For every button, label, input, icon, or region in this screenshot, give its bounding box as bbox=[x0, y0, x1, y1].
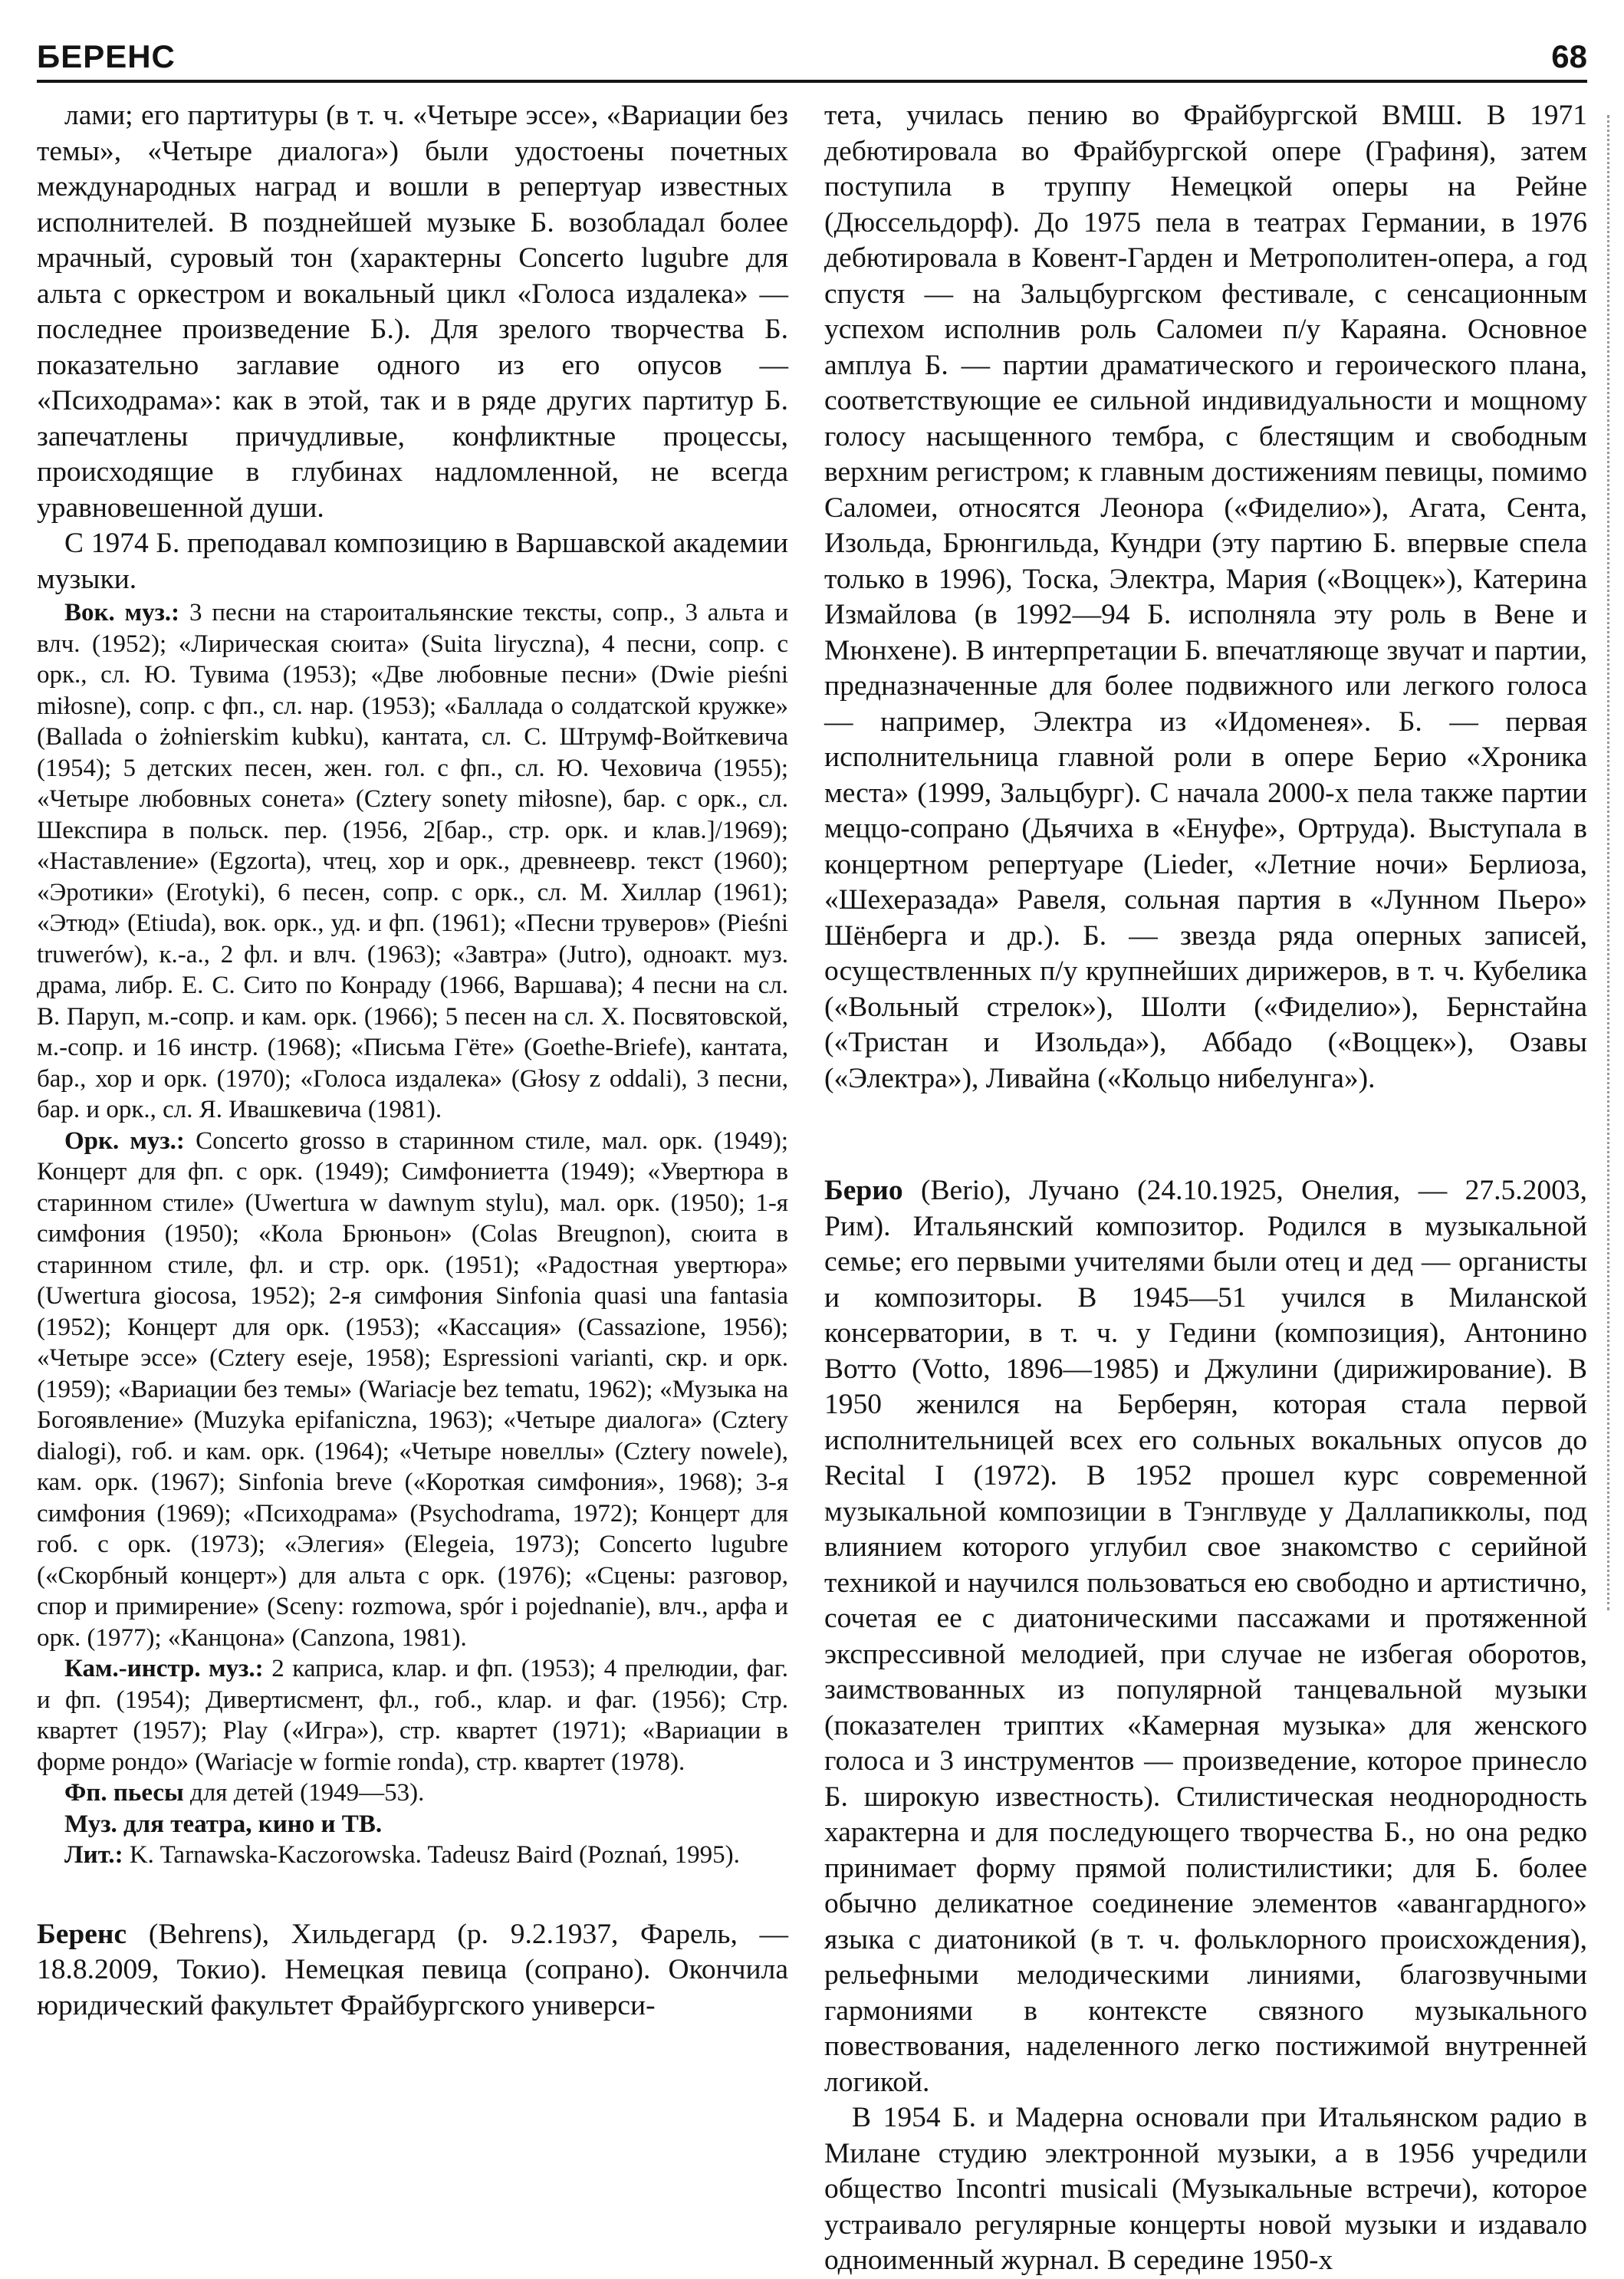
works-piano-label: Фп. пьесы bbox=[64, 1779, 184, 1807]
page-number: 68 bbox=[1551, 38, 1587, 74]
entry-behrens-text: (Behrens), Хильдегард (р. 9.2.1937, Фарель, — 18.8.2009, Токио). Немецкая певица (сопрано). Окончила юридический факультет Фрайбургского универси- bbox=[37, 1918, 788, 2021]
works-theatre bbox=[37, 1809, 788, 1840]
headword-behrens: Беренс bbox=[37, 1918, 127, 1950]
entry-behrens-continued: тета, училась пению во Фрайбургской ВМШ. В 1971 дебютировала во Фрайбургской опере (Графиня), затем поступила в труппу Немецкой оперы на Рейне (Дюссельдорф). До 1975 пела в театрах Германии, в 1976 дебютировала в Ковент-Гарден и Метрополитен-опера, а год спустя — на Зальцбургском фестивале, с сенсационным успехом исполнив роль Саломеи п/у Караяна. Основное амплуа Б. — партии драматического и героического плана, соответствующие ее сильной индивидуальности и мощному голосу насыщенного тембра, с блестящим и свободным верхним регистром; к главным достижениям певицы, помимо Саломеи, относятся Леонора («Фиделио»), Агата, Сента, Изольда, Брюнгильда, Кундри (эту партию Б. впервые спела только в 1996), Тоска, Электра, Мария («Воццек»), Катерина Измайлова (в 1992—94 Б. исполняла эту роль в Вене и Мюнхене). В интерпретации Б. впечатляюще звучат и партии, предназначенные для более подвижного или легкого голоса — например, Электра из «Идоменея». Б. — первая исполнительница главной роли в опере Берио «Хроника места» (1999, Зальцбург). С начала 2000-х пела также партии меццо-сопрано (Дьячиха в «Енуфе», Ортруда). Выступала в концертном репертуаре (Lieder, «Летние ночи» Берлиоза, «Шехеразада» Равеля, сольная партия в «Лунном Пьеро» Шёнберга и др.). Б. — звезда ряда оперных записей, осуществленных п/у крупнейших дирижеров, в т. ч. Кубелика («Вольный стрелок»), Шолти («Фиделио»), Бернстайна («Тристан и Изольда»), Аббадо («Воццек»), Озавы («Электра»), Ливайна («Кольцо нибелунга»). bbox=[824, 100, 1587, 1094]
baird-paragraph-continued: лами; его партитуры (в т. ч. «Четыре эссе», «Вариации без темы», «Четыре диалога») были удостоены почетных международных наград и вошли в репертуар известных исполнителей. В позднейшей музыке Б. возобладал более мрачный, суровый тон (характерны Concerto lugubre для альта с оркестром и вокальный цикл «Голоса издалека» — последнее произведение Б.). Для зрелого творчества Б. показательно заглавие одного из его опусов — «Психодрама»: как в этой, так и в ряде других партитур Б. запечатлены причудливые, конфликтные процессы, происходящие в глубинах надломленной, не всегда уравновешенной души. bbox=[37, 100, 788, 524]
works-chamber-text: 2 каприса, клар. и фп. (1953); 4 прелюдии, фаг. и фп. (1954); Дивертисмент, фл., гоб., клар. и фаг. (1956); Стр. квартет (1957); Play («Игра»), стр. квартет (1971); «Вариации в форме рондо» (Wariacje w formie ronda), стр. квартет (1978). bbox=[37, 1655, 788, 1776]
scan-edge-artifact bbox=[1607, 115, 1617, 1610]
works-chamber-label: Кам.-инстр. муз.: bbox=[64, 1655, 264, 1682]
literature-text: K. Tarnawska-Kaczorowska. Tadeusz Baird (Poznań, 1995). bbox=[123, 1841, 740, 1869]
literature-label: Лит.: bbox=[64, 1841, 123, 1869]
works-piano bbox=[37, 1777, 788, 1809]
entry-berio-text: (Berio), Лучано (24.10.1925, Онелия, — 27.5.2003, Рим). Итальянский композитор. Родился в музыкальной семье; его первыми учителями были отец и дед — органисты и композиторы. В 1945—51 учился в Миланской консерватории, в т. ч. у Гедини (композиция), Антонино Вотто (Votto, 1896—1985) и Джулини (дирижирование). В 1950 женился на Берберян, которая стала первой исполнительницей всех его сольных вокальных опусов до Recital I (1972). В 1952 прошел курс современной музыкальной композиции в Тэнглвуде у Даллапикколы, под влиянием которого углубил свое знакомство с серийной техникой и научился пользоваться ею свободно и артистично, сочетая ее с диатоническими пассажами и протяженной экспрессивной мелодией, при случае не избегая оборотов, заимствованных из популярной танцевальной музыки (показателен триптих «Камерная музыка» для женского голоса и 3 инструментов — произведение, которое принесло Б. широкую известность). Стилистическая неоднородность характерна и для последующего творчества Б., но она редко принимает форму прямой полистилистики; для Б. более обычно деликатное соединение элементов «авангардного» языка с диатоникой (в т. ч. фольклорного происхождения), рельефными мелодическими линиями, благозвучными гармониями в контексте связного музыкального повествования, наделенного легко постижимой внутренней логикой. bbox=[824, 1175, 1587, 2098]
works-orchestral bbox=[37, 1126, 788, 1654]
works-vocal-label: Вок. муз.: bbox=[64, 599, 180, 626]
headword-berio: Берио bbox=[824, 1175, 903, 1206]
literature bbox=[37, 1840, 788, 1871]
baird-teaching-paragraph: С 1974 Б. преподавал композицию в Варшавской академии музыки. bbox=[37, 528, 788, 595]
works-theatre-label: Муз. для театра, кино и ТВ. bbox=[64, 1810, 383, 1838]
works-vocal bbox=[37, 597, 788, 1126]
entry-gap bbox=[824, 1097, 1587, 1173]
works-orchestral-label: Орк. муз.: bbox=[64, 1126, 185, 1155]
running-head-title: БЕРЕНС bbox=[37, 38, 176, 74]
left-column bbox=[37, 98, 788, 2024]
entry-berio bbox=[824, 1173, 1587, 2100]
works-piano-text: для детей (1949—53). bbox=[183, 1779, 425, 1807]
header-rule bbox=[37, 80, 1587, 83]
right-column bbox=[824, 98, 1587, 2279]
entry-gap bbox=[37, 1871, 788, 1917]
berio-studio-paragraph: В 1954 Б. и Мадерна основали при Итальянском радио в Милане студию электронной музыки, а в 1956 учредили общество Incontri musicali (Музыкальные встречи), которое устраивало регулярные концерты новой музыки и издавало одноименный журнал. В середине 1950-х bbox=[824, 2102, 1587, 2276]
entry-behrens bbox=[37, 1917, 788, 2024]
running-head bbox=[37, 38, 1587, 80]
works-vocal-text: 3 песни на староитальянские тексты, сопр., 3 альта и влч. (1952); «Лирическая сюита» (Suita liryczna), 4 песни, сопр. с орк., сл. Ю. Тувима (1953); «Две любовные песни» (Dwie pieśni miłosne), сопр. с фп., сл. нар. (1953); «Баллада о солдатской кружке» (Ballada o żołnierskim kubku), кантата, сл. С. Штрумф-Войткевича (1954); 5 детских песен, жен. гол. с фп., сл. Ю. Чеховича (1955); «Четыре любовных сонета» (Cztery sonety miłosne), бар. с орк., сл. Шекспира в польск. пер. (1956, 2[бар., стр. орк. и клав.]/1969); «Наставление» (Egzorta), чтец, хор и орк., древнеевр. текст (1960); «Эротики» (Erotyki), 6 песен, сопр. с орк., сл. М. Хиллар (1961); «Этюд» (Etiuda), вок. орк., уд. и фп. (1961); «Песни труверов» (Pieśni truwerów), к.-а., 2 фл. и влч. (1963); «Завтра» (Jutro), одноакт. муз. драма, либр. Е. С. Сито по Конраду (1966, Варшава); 4 песни на сл. В. Паруп, м.-сопр. и кам. орк. (1966); 5 песен на сл. Х. Посвятовской, м.-сопр. и 16 инстр. (1968); «Письма Гёте» (Goethe-Briefe), кантата, бар., хор и орк. (1970); «Голоса издалека» (Głosy z oddali), 3 песни, бар. и орк., сл. Я. Ивашкевича (1981). bbox=[37, 599, 788, 1123]
works-chamber bbox=[37, 1653, 788, 1777]
works-orchestral-text: Concerto grosso в старинном стиле, мал. орк. (1949); Концерт для фп. с орк. (1949); Симфониетта (1949); «Увертюра в старинном стиле» (Uwertura w dawnym stylu), мал. орк. (1950); 1-я симфония (1950); «Кола Брюньон» (Colas Breugnon), сюита в старинном стиле, фл. и стр. орк. (1951); «Радостная увертюра» (Uwertura giocosa, 1952); 2-я симфония Sinfonia quasi una fantasia (1952); Концерт для орк. (1953); «Кассация» (Cassazione, 1956); «Четыре эссе» (Cztery eseje, 1958); Espressioni varianti, скр. и орк. (1959); «Вариации без темы» (Wariacje bez tematu, 1962); «Музыка на Богоявление» (Muzyka epifaniczna, 1963); «Четыре диалога» (Cztery dialogi), гоб. и кам. орк. (1964); «Четыре новеллы» (Cztery nowele), кам. орк. (1967); Sinfonia breve («Короткая симфония», 1968); 3-я симфония (1969); «Психодрама» (Psychodrama, 1972); Концерт для гоб. с орк. (1973); «Элегия» (Elegeia, 1973); Concerto lugubre («Скорбный концерт») для альта с орк. (1976); «Сцены: разговор, спор и примирение» (Sceny: rozmowa, spór i pojednanie), влч., арфа и орк. (1977); «Канцона» (Canzona, 1981). bbox=[37, 1126, 789, 1652]
